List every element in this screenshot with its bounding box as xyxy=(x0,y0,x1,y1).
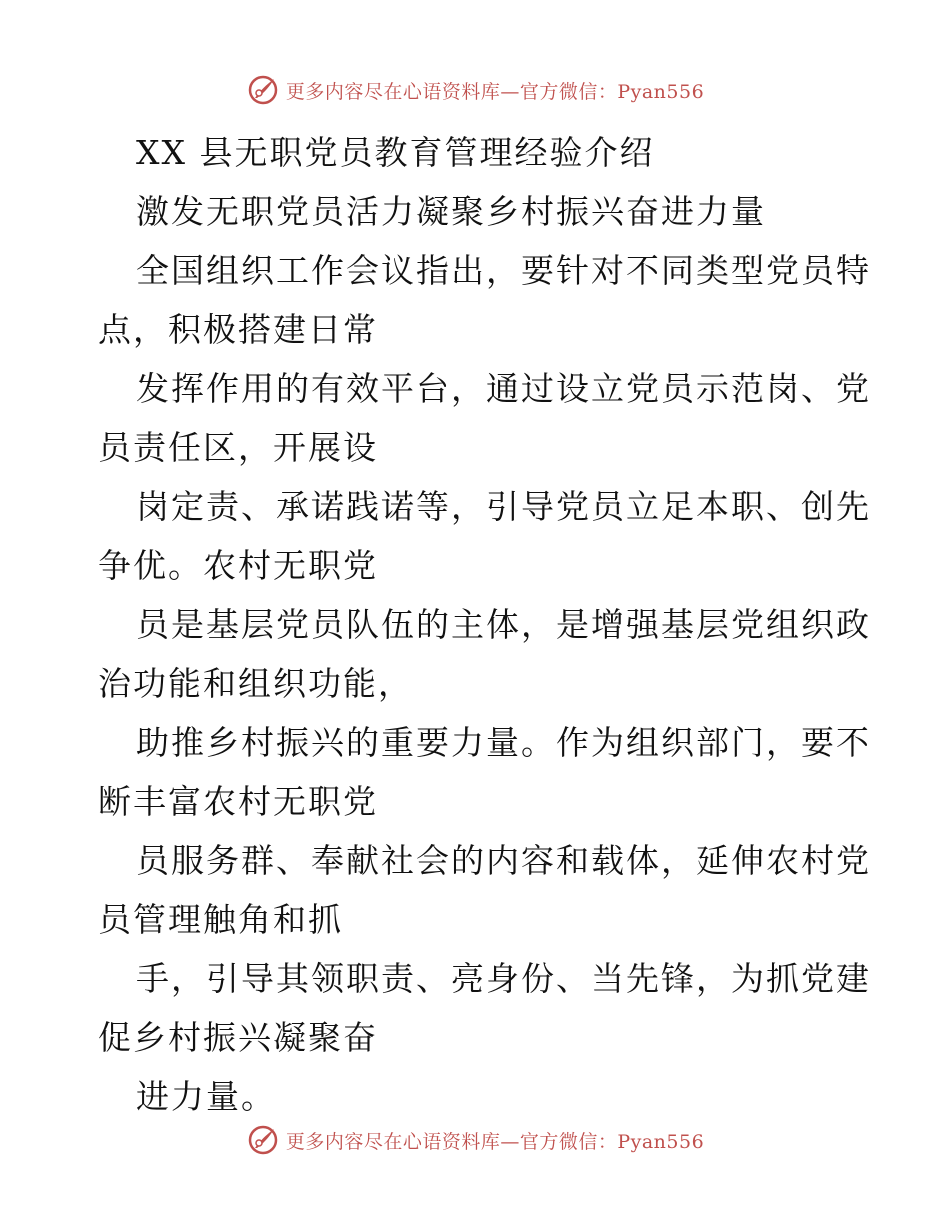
doc-line: XX 县无职党员教育管理经验介绍 xyxy=(136,133,655,172)
doc-line: 发挥作用的有效平台，通过设立党员示范岗、党 xyxy=(136,369,871,408)
doc-line: 员是基层党员队伍的主体，是增强基层党组织政 xyxy=(136,605,871,644)
watermark-text: 更多内容尽在心语资料库—官方微信：Pyan556 xyxy=(285,80,705,103)
doc-line: 全国组织工作会议指出，要针对不同类型党员特 xyxy=(136,251,871,290)
doc-line: 治功能和组织功能， xyxy=(98,664,413,703)
feather-logo-icon xyxy=(246,73,280,107)
header-watermark xyxy=(0,70,950,110)
document-body xyxy=(98,123,871,1126)
doc-line: 手，引导其领职责、亮身份、当先锋，为抓党建 xyxy=(136,959,871,998)
watermark-text: 更多内容尽在心语资料库—官方微信：Pyan556 xyxy=(285,1130,705,1153)
doc-line: 员管理触角和抓 xyxy=(98,900,343,939)
footer-watermark xyxy=(0,1120,950,1160)
doc-line: 员服务群、奉献社会的内容和载体，延伸农村党 xyxy=(136,841,871,880)
doc-line: 岗定责、承诺践诺等，引导党员立足本职、创先 xyxy=(136,487,871,526)
doc-line: 争优。农村无职党 xyxy=(98,546,378,585)
doc-line: 进力量。 xyxy=(136,1077,276,1116)
doc-line: 激发无职党员活力凝聚乡村振兴奋进力量 xyxy=(136,192,766,231)
doc-line: 点，积极搭建日常 xyxy=(98,310,378,349)
doc-line: 员责任区，开展设 xyxy=(98,428,378,467)
feather-logo-icon xyxy=(246,1123,280,1157)
doc-line: 促乡村振兴凝聚奋 xyxy=(98,1018,378,1057)
doc-line: 助推乡村振兴的重要力量。作为组织部门，要不 xyxy=(136,723,871,762)
doc-line: 断丰富农村无职党 xyxy=(98,782,378,821)
